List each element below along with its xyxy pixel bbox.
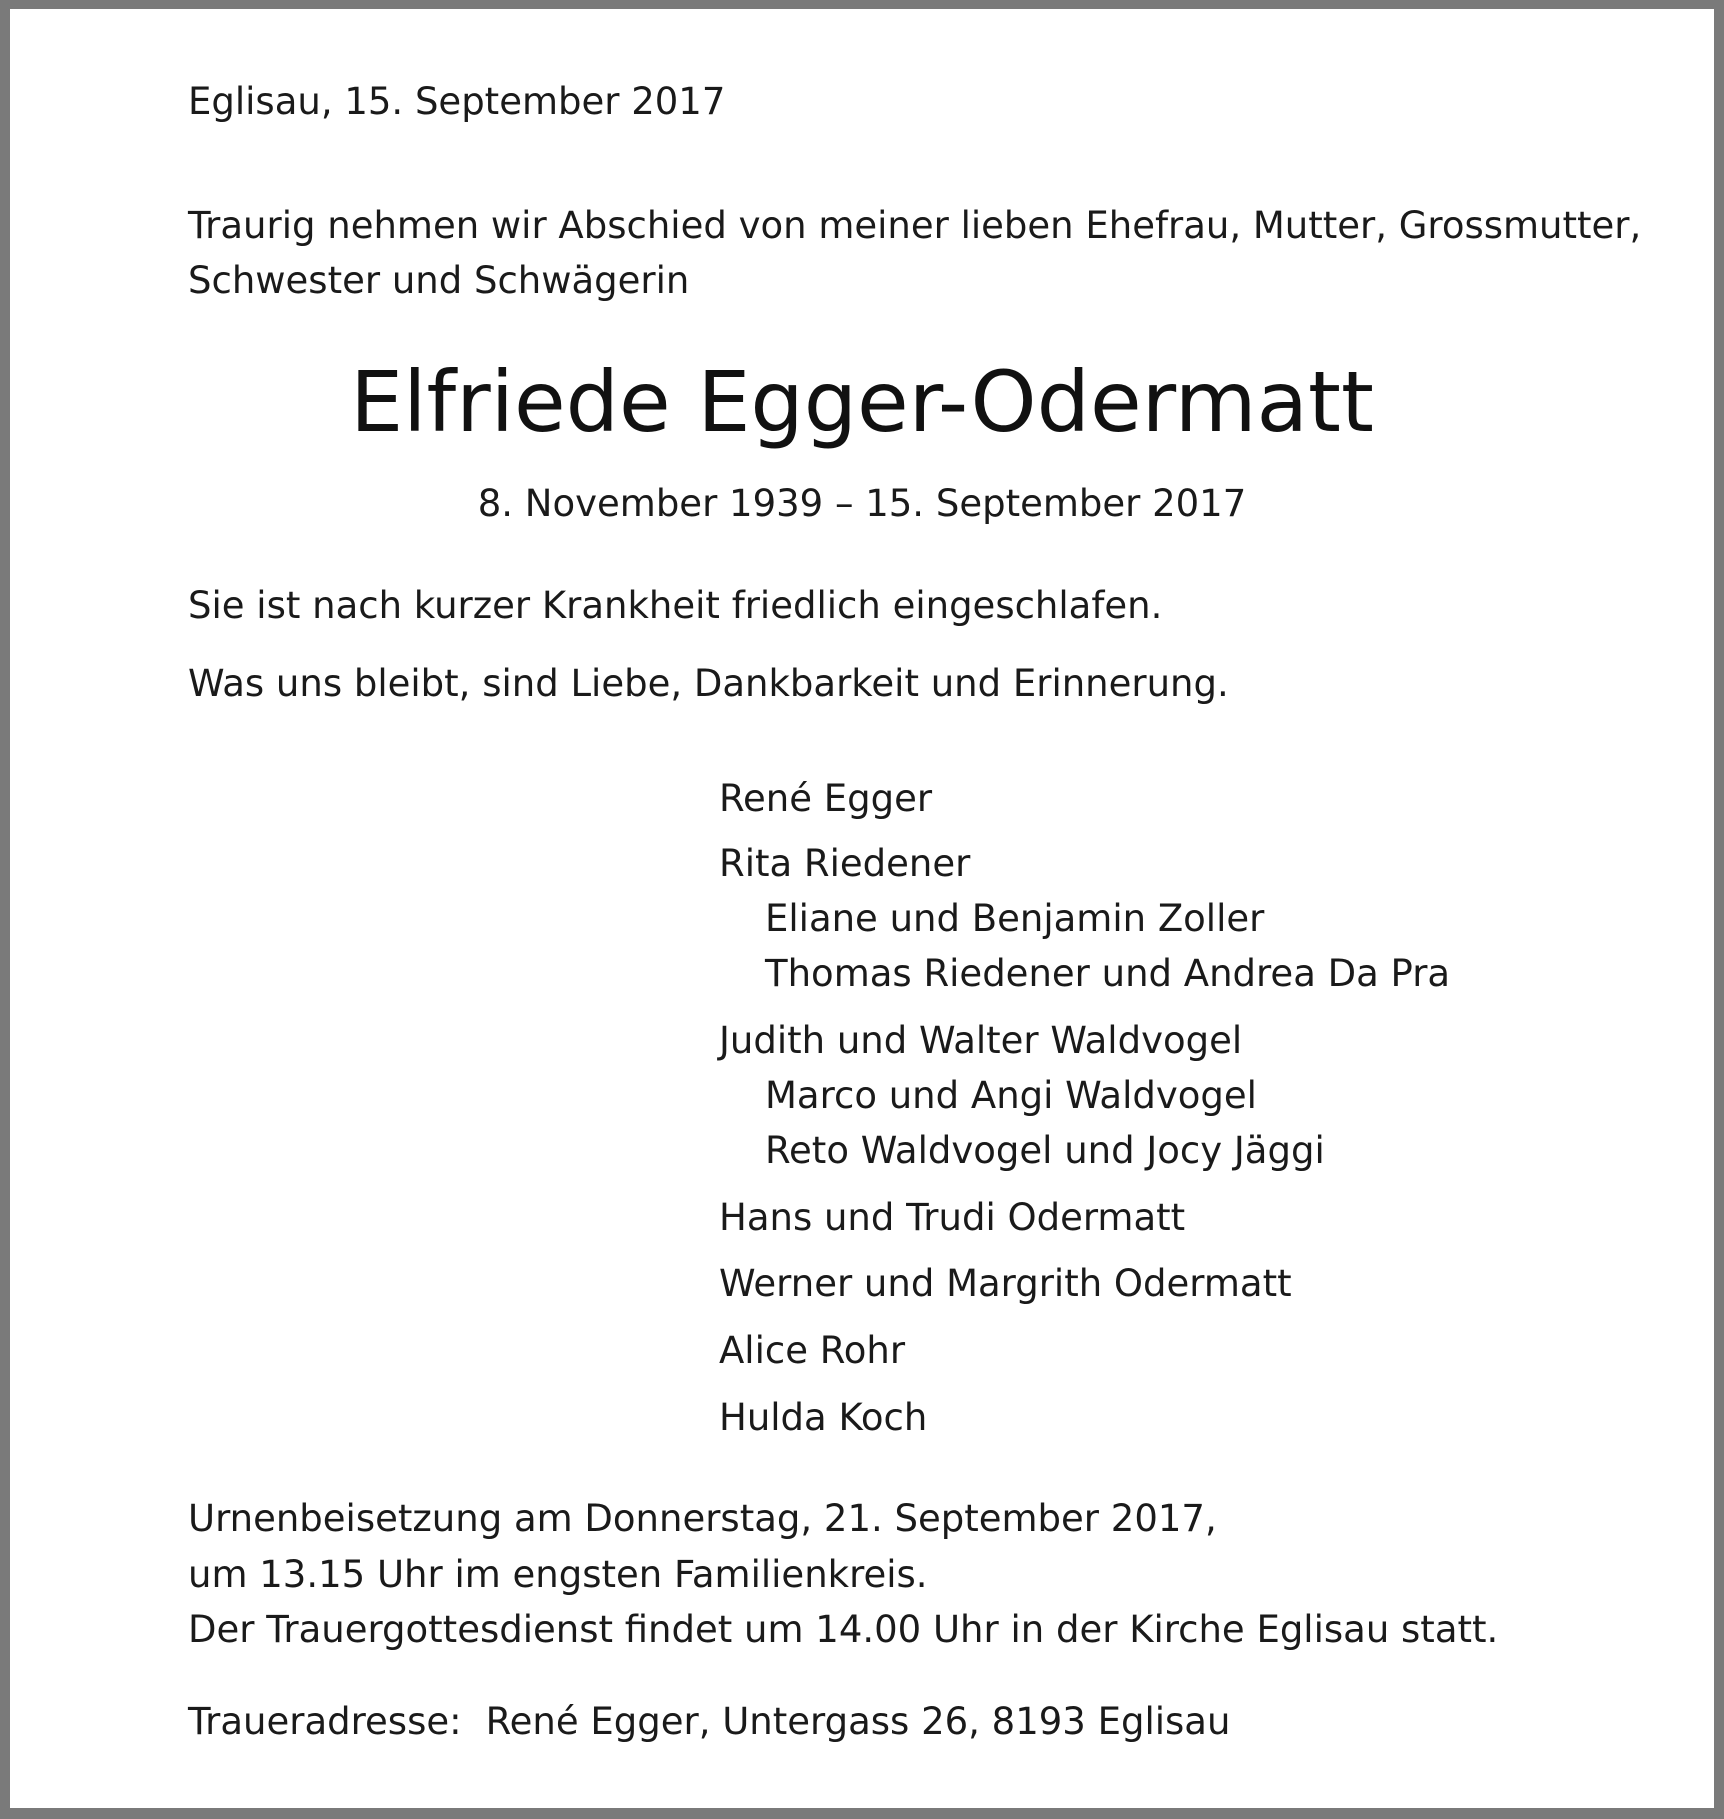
deceased-name: Elfriede Egger-Odermatt	[350, 353, 1374, 451]
mourner-marco-angi-waldvogel: Marco und Angi Waldvogel	[765, 1074, 1257, 1117]
service-line-2: um 13.15 Uhr im engsten Familienkreis.	[188, 1553, 928, 1596]
mourning-address	[188, 1700, 1231, 1743]
mourner-hulda-koch: Hulda Koch	[719, 1396, 928, 1439]
mourner-reto-waldvogel-jocy-jaeggi: Reto Waldvogel und Jocy Jäggi	[765, 1129, 1325, 1172]
mourner-hans-trudi-odermatt: Hans und Trudi Odermatt	[719, 1196, 1186, 1239]
address-label: Traueradresse:	[188, 1700, 462, 1743]
mourner-judith-walter-waldvogel: Judith und Walter Waldvogel	[719, 1019, 1243, 1062]
mourner-rene-egger: René Egger	[719, 777, 933, 820]
mourner-rita-riedener: Rita Riedener	[719, 842, 971, 885]
intro-line-1: Traurig nehmen wir Abschied von meiner lieben Ehefrau, Mutter, Grossmutter,	[188, 204, 1642, 247]
address-value: René Egger, Untergass 26, 8193 Eglisau	[485, 1700, 1231, 1743]
mourner-thomas-riedener-andrea-da-pra: Thomas Riedener und Andrea Da Pra	[765, 952, 1451, 995]
mourner-eliane-benjamin-zoller: Eliane und Benjamin Zoller	[765, 897, 1265, 940]
intro-line-2: Schwester und Schwägerin	[188, 259, 690, 302]
place-date: Eglisau, 15. September 2017	[188, 80, 726, 123]
mourner-werner-margrith-odermatt: Werner und Margrith Odermatt	[719, 1262, 1292, 1305]
mourner-alice-rohr: Alice Rohr	[719, 1329, 906, 1372]
service-line-3: Der Trauergottesdienst findet um 14.00 Uhr in der Kirche Eglisau statt.	[188, 1608, 1499, 1651]
service-line-1: Urnenbeisetzung am Donnerstag, 21. September 2017,	[188, 1497, 1217, 1540]
life-dates: 8. November 1939 – 15. September 2017	[477, 482, 1247, 525]
statement-1: Sie ist nach kurzer Krankheit friedlich eingeschlafen.	[188, 584, 1163, 627]
statement-2: Was uns bleibt, sind Liebe, Dankbarkeit und Erinnerung.	[188, 662, 1229, 705]
